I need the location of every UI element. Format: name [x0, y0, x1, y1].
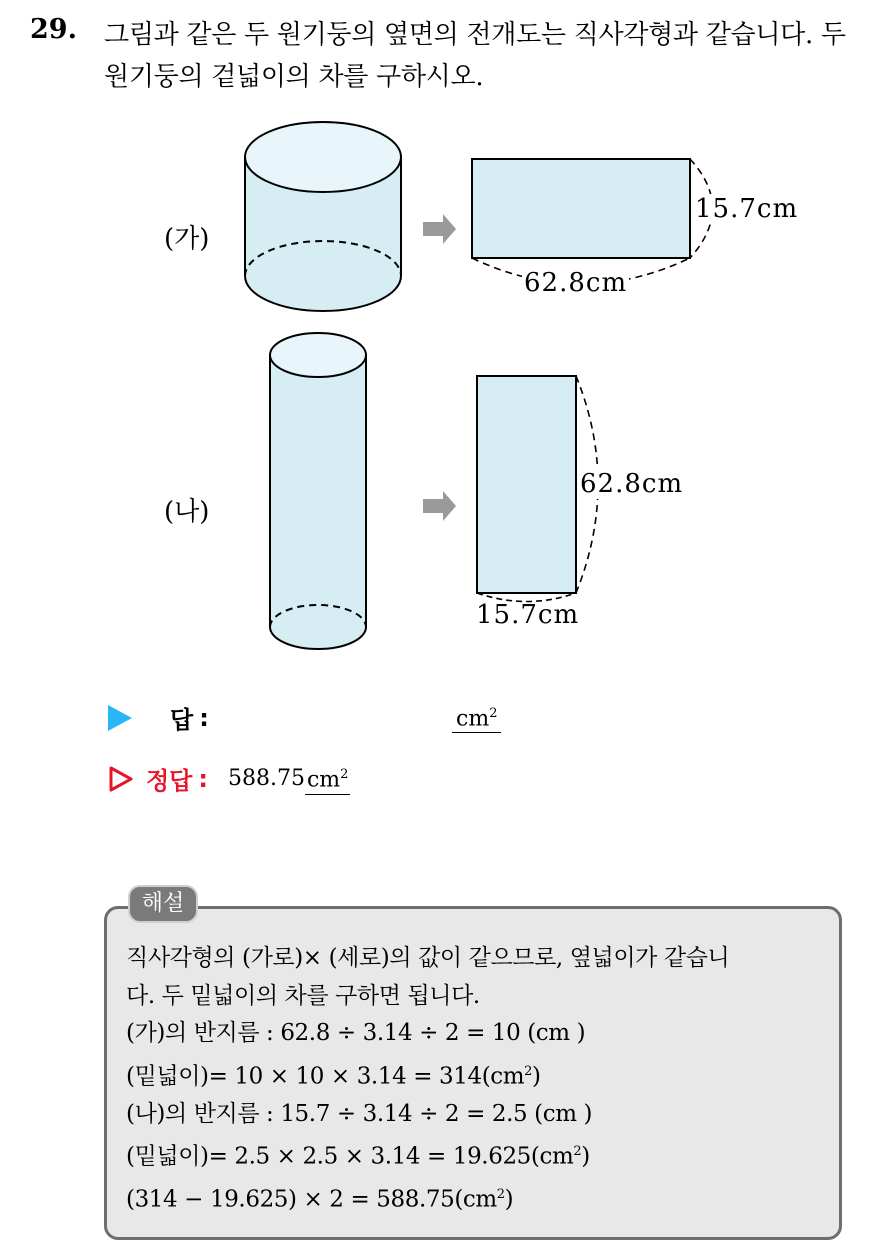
cylinder-a — [245, 122, 401, 311]
figure-b-label: (나) — [164, 497, 210, 527]
play-triangle-icon — [108, 705, 132, 731]
correct-answer-row — [108, 761, 350, 796]
explanation-line-text: (밑넓이)= 10 × 10 × 3.14 = 314(cm — [126, 1063, 525, 1090]
answer-unit-exp: 2 — [489, 706, 498, 721]
correct-answer-label: 정답 — [146, 767, 193, 795]
correct-answer-unit: cm — [306, 767, 341, 793]
arrow-right-icon — [423, 491, 456, 521]
answer-unit: cm — [456, 706, 490, 732]
superscript: 2 — [524, 1063, 533, 1079]
arrow-right-icon — [423, 214, 456, 244]
explanation-body — [126, 940, 830, 1219]
net-rectangle-a — [472, 159, 713, 284]
explanation-line-text: (314 − 19.625) × 2 = 588.75(cm — [126, 1186, 497, 1213]
explanation-line — [126, 1053, 830, 1096]
close-paren: ) — [504, 1186, 514, 1213]
superscript: 2 — [573, 1144, 582, 1160]
explanation-line — [126, 1133, 830, 1176]
close-paren: ) — [532, 1063, 541, 1090]
figure-a-label: (가) — [164, 224, 210, 254]
answer-label: 답 — [170, 706, 194, 734]
figure-a-height: 15.7cm — [695, 194, 799, 224]
correct-answer-unit-wrap — [305, 762, 350, 794]
explanation-line-text: (밑넓이)= 2.5 × 2.5 × 3.14 = 19.625(cm — [126, 1143, 574, 1170]
explanation-line: (나)의 반지름 : 15.7 ÷ 3.14 ÷ 2 = 2.5 (cm ) — [126, 1100, 593, 1127]
question-number: 29. — [30, 14, 77, 45]
outline-triangle-icon — [108, 766, 134, 792]
answer-input[interactable] — [452, 701, 501, 733]
explanation-line — [126, 1176, 830, 1219]
figure-a-width: 62.8cm — [524, 268, 628, 298]
answer-colon: : — [199, 703, 209, 732]
question-text: 그림과 같은 두 원기둥의 옆면의 전개도는 직사각형과 같습니다. 두 원기둥의 겉넓이의 차를 구하시오. — [104, 20, 846, 92]
explanation-line: 직사각형의 (가로)× (세로)의 값이 같으므로, 옆넓이가 같습니 — [126, 945, 730, 971]
close-paren: ) — [581, 1143, 590, 1170]
explanation-tag: 해설 — [128, 885, 198, 923]
figure-b-width: 15.7cm — [476, 600, 580, 630]
figure-b-height: 62.8cm — [580, 469, 684, 499]
cylinder-b — [270, 333, 366, 649]
correct-answer-value: 588.75 — [227, 766, 305, 791]
correct-answer-colon: : — [198, 764, 208, 793]
superscript: 2 — [496, 1187, 505, 1203]
explanation-line: 다. 두 밑넓이의 차를 구하면 됩니다. — [126, 982, 480, 1009]
answer-row — [108, 700, 209, 735]
explanation-line: (가)의 반지름 : 62.8 ÷ 3.14 ÷ 2 = 10 (cm ) — [126, 1020, 586, 1046]
correct-answer-unit-exp: 2 — [340, 767, 349, 783]
